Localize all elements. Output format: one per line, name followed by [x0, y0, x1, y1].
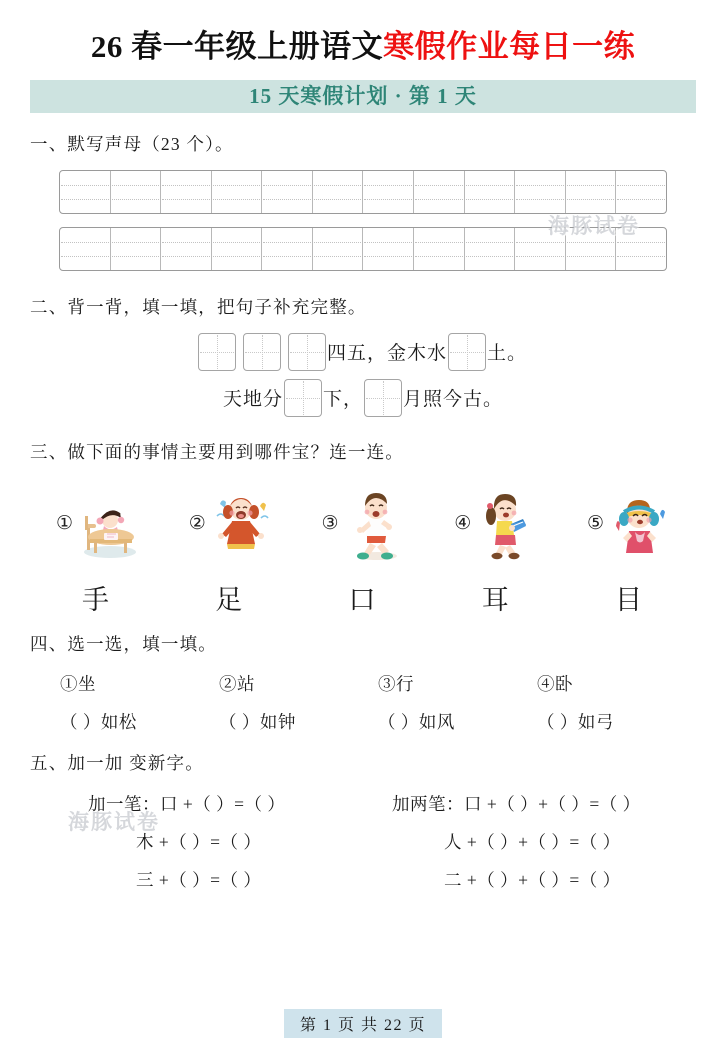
pinyin-grid-row-1[interactable] [59, 170, 667, 214]
q5-left-row-3[interactable] [88, 867, 392, 892]
girl-with-headphones-icon [608, 486, 670, 562]
pinyin-cell[interactable] [414, 171, 465, 213]
q5-left-expr-1[interactable]: 口 +（ ）=（ ） [160, 793, 286, 814]
pinyin-cell[interactable] [161, 228, 212, 270]
pinyin-cell[interactable] [363, 171, 414, 213]
q4-option-2[interactable]: ②站 [219, 673, 255, 694]
pinyin-cell[interactable] [465, 228, 516, 270]
pinyin-cell[interactable] [313, 228, 364, 270]
q5-right-row-2[interactable] [392, 829, 696, 854]
pinyin-cell[interactable] [111, 228, 162, 270]
q2-line1-mid-text: 四五，金木水 [326, 343, 447, 365]
title-black-part: 26 春一年级上册语文 [90, 29, 384, 64]
pinyin-cell[interactable] [616, 228, 666, 270]
picture-item-3[interactable] [321, 486, 404, 562]
picture-item-2[interactable] [189, 486, 272, 562]
picture-item-4[interactable] [454, 486, 537, 562]
pinyin-cell[interactable] [515, 171, 566, 213]
pinyin-cell[interactable] [566, 228, 617, 270]
q4-blank-4[interactable]: （ ）如弓 [537, 711, 614, 732]
picture-item-1[interactable] [56, 486, 139, 562]
question-1-heading: 一、默写声母（23 个）。 [30, 133, 234, 154]
q5-left-expr-3[interactable]: 三 +（ ）=（ ） [136, 869, 262, 890]
q5-right-row-1[interactable] [392, 791, 696, 816]
question-3-heading: 三、做下面的事情主要用到哪件宝？连一连。 [30, 441, 404, 462]
q5-heading-prefix: 五、 [30, 752, 68, 773]
q2-line2-mid-text: 下， [322, 389, 363, 411]
q5-heading-keyword: 加一加 [67, 752, 124, 773]
circled-number-4: ④ [454, 513, 472, 535]
title-red-part: 寒假作业每日一练 [383, 29, 636, 64]
tianzige-box[interactable] [284, 379, 322, 417]
pinyin-cell[interactable] [161, 171, 212, 213]
pinyin-cell[interactable] [60, 228, 111, 270]
pinyin-cell[interactable] [262, 228, 313, 270]
question-4-heading: 四、选一选，填一填。 [30, 633, 217, 654]
q5-left-row-2[interactable] [88, 829, 392, 854]
q5-right-expr-1[interactable]: 口 +（ ）+（ ）=（ ） [464, 793, 641, 814]
pinyin-cell[interactable] [212, 228, 263, 270]
girl-reading-book-icon [475, 486, 537, 562]
pinyin-cell[interactable] [515, 228, 566, 270]
picture-item-5[interactable] [587, 486, 670, 562]
pinyin-cell[interactable] [414, 228, 465, 270]
tianzige-box[interactable] [243, 333, 281, 371]
pinyin-grid-row-2[interactable] [59, 227, 667, 271]
answer-char-3: 口 [348, 584, 378, 615]
q4-blank-2[interactable]: （ ）如钟 [219, 711, 296, 732]
q5-heading-suffix: 变新字。 [123, 752, 204, 773]
q5-right-label: 加两笔： [392, 793, 464, 814]
tianzige-box[interactable] [198, 333, 236, 371]
circled-number-2: ② [188, 513, 206, 535]
answer-char-2: 足 [215, 584, 245, 615]
q4-option-3[interactable]: ③行 [378, 673, 414, 694]
pinyin-cell[interactable] [212, 171, 263, 213]
circled-number-1: ① [56, 513, 74, 535]
q2-line2-start-text: 天地分 [222, 389, 283, 411]
girl-writing-at-desk-icon [77, 486, 139, 562]
watermark-bottom: 海豚试卷 [68, 810, 160, 834]
pinyin-cell[interactable] [363, 228, 414, 270]
answer-char-4: 耳 [481, 584, 511, 615]
q2-line1-end-text: 土。 [487, 343, 528, 365]
circled-number-5: ⑤ [586, 513, 604, 535]
pinyin-cell[interactable] [60, 171, 111, 213]
girl-singing-icon [210, 486, 272, 562]
pinyin-cell[interactable] [262, 171, 313, 213]
circled-number-3: ③ [321, 513, 339, 535]
q2-line2-end-text: 月照今古。 [403, 389, 504, 411]
watermark-top: 海豚试卷 [548, 214, 640, 238]
question-2-heading: 二、背一背，填一填，把句子补充完整。 [30, 296, 367, 317]
question-5-heading [30, 750, 696, 775]
tianzige-box[interactable] [364, 379, 402, 417]
q4-option-4[interactable]: ④卧 [537, 673, 573, 694]
q5-left-expr-2[interactable]: 木 +（ ）=（ ） [136, 831, 262, 852]
boy-running-icon [343, 486, 405, 562]
q5-right-expr-3[interactable]: 二 +（ ）+（ ）=（ ） [444, 869, 621, 890]
pinyin-cell[interactable] [111, 171, 162, 213]
pinyin-cell[interactable] [465, 171, 516, 213]
q4-option-1[interactable]: ①坐 [60, 673, 96, 694]
tianzige-box[interactable] [448, 333, 486, 371]
q5-right-expr-2[interactable]: 人 +（ ）+（ ）=（ ） [444, 831, 621, 852]
q5-left-row-1[interactable] [88, 791, 392, 816]
answer-char-5: 目 [615, 584, 644, 615]
plan-banner: 15 天寒假计划 · 第 1 天 [30, 80, 696, 113]
worksheet-page [0, 28, 726, 1052]
q5-left-label: 加一笔： [88, 793, 160, 814]
q4-blank-3[interactable]: （ ）如风 [378, 711, 455, 732]
page-number-label: 第 1 页 共 22 页 [284, 1009, 442, 1038]
q5-right-row-3[interactable] [392, 867, 696, 892]
pinyin-cell[interactable] [616, 171, 666, 213]
answer-char-1: 手 [82, 584, 111, 615]
page-title [30, 28, 696, 67]
pinyin-cell[interactable] [313, 171, 364, 213]
pinyin-cell[interactable] [566, 171, 617, 213]
tianzige-box[interactable] [288, 333, 326, 371]
q4-blank-1[interactable]: （ ）如松 [60, 711, 137, 732]
